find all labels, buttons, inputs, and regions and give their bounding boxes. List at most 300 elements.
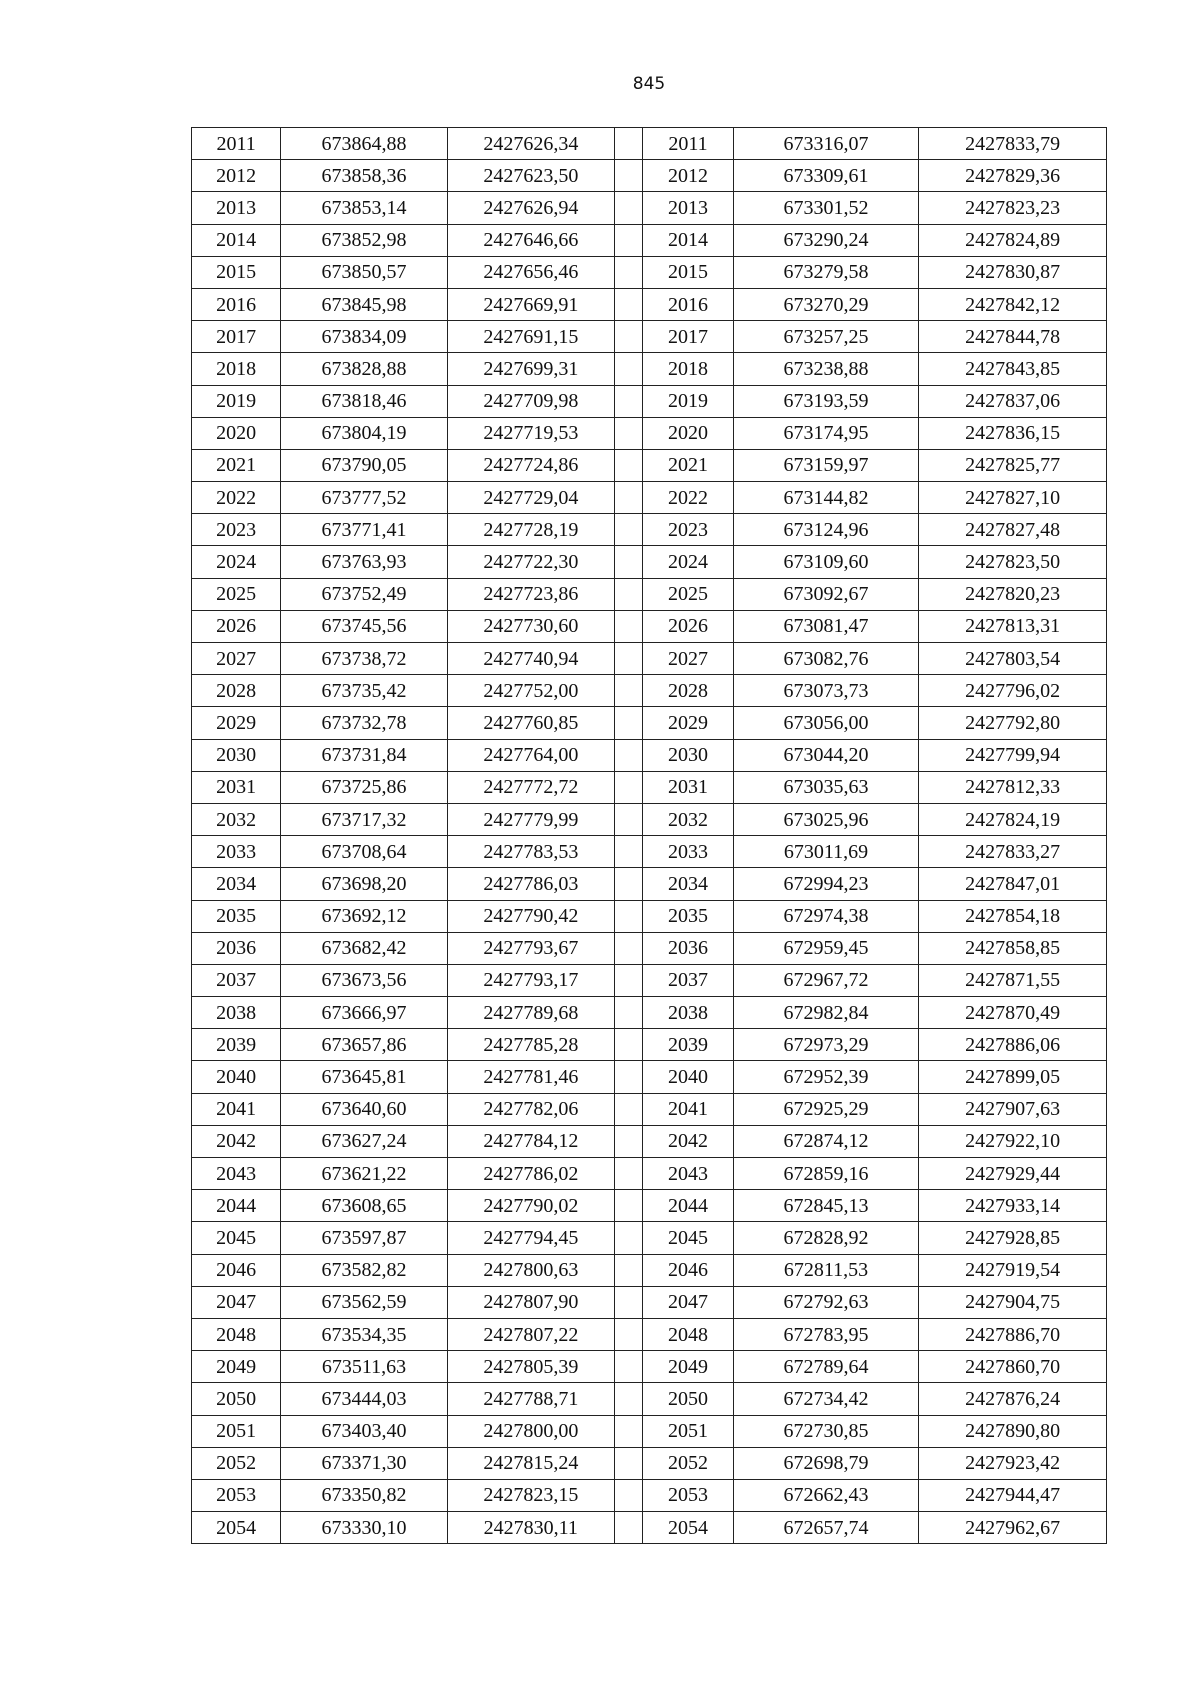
left-point-number-cell: 2013 [192,192,281,224]
spacer-cell [615,546,643,578]
right-point-number-cell: 2026 [643,610,733,642]
spacer-cell [615,417,643,449]
left-x-coordinate-cell: 673763,93 [281,546,447,578]
table-row [192,449,1107,481]
left-x-coordinate-cell: 673864,88 [281,128,447,160]
right-x-coordinate-cell: 673316,07 [733,128,919,160]
right-x-coordinate-cell: 673193,59 [733,385,919,417]
right-point-number-cell: 2035 [643,900,733,932]
left-y-coordinate-cell: 2427785,28 [447,1029,614,1061]
left-y-coordinate-cell: 2427788,71 [447,1383,614,1415]
table-row [192,417,1107,449]
spacer-cell [615,771,643,803]
right-x-coordinate-cell: 673082,76 [733,643,919,675]
table-row [192,1158,1107,1190]
spacer-cell [615,128,643,160]
spacer-cell [615,514,643,546]
left-x-coordinate-cell: 673597,87 [281,1222,447,1254]
right-y-coordinate-cell: 2427858,85 [919,932,1107,964]
right-point-number-cell: 2034 [643,868,733,900]
spacer-cell [615,1158,643,1190]
right-y-coordinate-cell: 2427870,49 [919,997,1107,1029]
spacer-cell [615,1125,643,1157]
right-point-number-cell: 2027 [643,643,733,675]
right-point-number-cell: 2020 [643,417,733,449]
left-point-number-cell: 2032 [192,803,281,835]
right-x-coordinate-cell: 672792,63 [733,1286,919,1318]
right-point-number-cell: 2022 [643,482,733,514]
left-point-number-cell: 2036 [192,932,281,964]
right-point-number-cell: 2043 [643,1158,733,1190]
left-x-coordinate-cell: 673850,57 [281,256,447,288]
right-point-number-cell: 2045 [643,1222,733,1254]
right-y-coordinate-cell: 2427944,47 [919,1479,1107,1511]
left-y-coordinate-cell: 2427764,00 [447,739,614,771]
left-y-coordinate-cell: 2427807,90 [447,1286,614,1318]
right-x-coordinate-cell: 673238,88 [733,353,919,385]
right-y-coordinate-cell: 2427812,33 [919,771,1107,803]
right-x-coordinate-cell: 673056,00 [733,707,919,739]
right-y-coordinate-cell: 2427829,36 [919,160,1107,192]
right-y-coordinate-cell: 2427833,79 [919,128,1107,160]
left-point-number-cell: 2031 [192,771,281,803]
table-row [192,128,1107,160]
left-y-coordinate-cell: 2427823,15 [447,1479,614,1511]
right-point-number-cell: 2014 [643,224,733,256]
right-y-coordinate-cell: 2427886,06 [919,1029,1107,1061]
spacer-cell [615,900,643,932]
table-row [192,1286,1107,1318]
left-x-coordinate-cell: 673804,19 [281,417,447,449]
table-row [192,514,1107,546]
right-point-number-cell: 2051 [643,1415,733,1447]
left-y-coordinate-cell: 2427782,06 [447,1093,614,1125]
right-x-coordinate-cell: 672974,38 [733,900,919,932]
right-x-coordinate-cell: 672657,74 [733,1512,919,1544]
right-point-number-cell: 2016 [643,288,733,320]
right-x-coordinate-cell: 672734,42 [733,1383,919,1415]
left-y-coordinate-cell: 2427793,67 [447,932,614,964]
table-row [192,353,1107,385]
spacer-cell [615,1351,643,1383]
left-x-coordinate-cell: 673698,20 [281,868,447,900]
left-y-coordinate-cell: 2427626,34 [447,128,614,160]
left-point-number-cell: 2045 [192,1222,281,1254]
left-x-coordinate-cell: 673403,40 [281,1415,447,1447]
spacer-cell [615,707,643,739]
left-x-coordinate-cell: 673717,32 [281,803,447,835]
left-point-number-cell: 2035 [192,900,281,932]
right-point-number-cell: 2052 [643,1447,733,1479]
right-point-number-cell: 2025 [643,578,733,610]
left-point-number-cell: 2020 [192,417,281,449]
left-x-coordinate-cell: 673752,49 [281,578,447,610]
right-point-number-cell: 2028 [643,675,733,707]
left-y-coordinate-cell: 2427719,53 [447,417,614,449]
spacer-cell [615,578,643,610]
table-row [192,1254,1107,1286]
coordinates-table [191,127,1107,1544]
right-y-coordinate-cell: 2427919,54 [919,1254,1107,1286]
right-x-coordinate-cell: 672789,64 [733,1351,919,1383]
left-point-number-cell: 2037 [192,964,281,996]
left-y-coordinate-cell: 2427691,15 [447,321,614,353]
table-row [192,1318,1107,1350]
right-y-coordinate-cell: 2427886,70 [919,1318,1107,1350]
right-y-coordinate-cell: 2427824,89 [919,224,1107,256]
left-x-coordinate-cell: 673738,72 [281,643,447,675]
right-x-coordinate-cell: 673159,97 [733,449,919,481]
right-x-coordinate-cell: 673174,95 [733,417,919,449]
spacer-cell [615,803,643,835]
right-y-coordinate-cell: 2427928,85 [919,1222,1107,1254]
right-y-coordinate-cell: 2427847,01 [919,868,1107,900]
left-point-number-cell: 2021 [192,449,281,481]
left-x-coordinate-cell: 673657,86 [281,1029,447,1061]
left-y-coordinate-cell: 2427724,86 [447,449,614,481]
right-y-coordinate-cell: 2427854,18 [919,900,1107,932]
left-y-coordinate-cell: 2427790,42 [447,900,614,932]
spacer-cell [615,1479,643,1511]
left-point-number-cell: 2019 [192,385,281,417]
right-y-coordinate-cell: 2427825,77 [919,449,1107,481]
spacer-cell [615,675,643,707]
spacer-cell [615,385,643,417]
right-point-number-cell: 2032 [643,803,733,835]
right-x-coordinate-cell: 673109,60 [733,546,919,578]
right-point-number-cell: 2036 [643,932,733,964]
left-point-number-cell: 2014 [192,224,281,256]
left-y-coordinate-cell: 2427783,53 [447,836,614,868]
right-x-coordinate-cell: 672874,12 [733,1125,919,1157]
left-y-coordinate-cell: 2427790,02 [447,1190,614,1222]
right-point-number-cell: 2054 [643,1512,733,1544]
right-y-coordinate-cell: 2427933,14 [919,1190,1107,1222]
spacer-cell [615,1286,643,1318]
left-point-number-cell: 2048 [192,1318,281,1350]
right-point-number-cell: 2044 [643,1190,733,1222]
spacer-cell [615,836,643,868]
left-point-number-cell: 2012 [192,160,281,192]
spacer-cell [615,192,643,224]
left-x-coordinate-cell: 673444,03 [281,1383,447,1415]
left-x-coordinate-cell: 673732,78 [281,707,447,739]
right-point-number-cell: 2024 [643,546,733,578]
spacer-cell [615,932,643,964]
spacer-cell [615,449,643,481]
right-point-number-cell: 2021 [643,449,733,481]
table-row [192,932,1107,964]
right-x-coordinate-cell: 672859,16 [733,1158,919,1190]
right-y-coordinate-cell: 2427796,02 [919,675,1107,707]
left-point-number-cell: 2053 [192,1479,281,1511]
right-x-coordinate-cell: 672967,72 [733,964,919,996]
right-y-coordinate-cell: 2427813,31 [919,610,1107,642]
left-point-number-cell: 2054 [192,1512,281,1544]
left-x-coordinate-cell: 673682,42 [281,932,447,964]
left-x-coordinate-cell: 673692,12 [281,900,447,932]
left-point-number-cell: 2023 [192,514,281,546]
spacer-cell [615,997,643,1029]
left-y-coordinate-cell: 2427729,04 [447,482,614,514]
left-x-coordinate-cell: 673511,63 [281,1351,447,1383]
right-x-coordinate-cell: 672828,92 [733,1222,919,1254]
spacer-cell [615,1512,643,1544]
left-point-number-cell: 2038 [192,997,281,1029]
left-y-coordinate-cell: 2427626,94 [447,192,614,224]
table-row [192,1447,1107,1479]
left-y-coordinate-cell: 2427752,00 [447,675,614,707]
spacer-cell [615,288,643,320]
left-point-number-cell: 2017 [192,321,281,353]
right-x-coordinate-cell: 672662,43 [733,1479,919,1511]
right-point-number-cell: 2039 [643,1029,733,1061]
left-point-number-cell: 2052 [192,1447,281,1479]
left-point-number-cell: 2015 [192,256,281,288]
right-x-coordinate-cell: 673092,67 [733,578,919,610]
left-x-coordinate-cell: 673640,60 [281,1093,447,1125]
right-x-coordinate-cell: 673044,20 [733,739,919,771]
right-x-coordinate-cell: 673035,63 [733,771,919,803]
left-point-number-cell: 2047 [192,1286,281,1318]
right-x-coordinate-cell: 673081,47 [733,610,919,642]
left-y-coordinate-cell: 2427723,86 [447,578,614,610]
right-x-coordinate-cell: 673025,96 [733,803,919,835]
right-x-coordinate-cell: 672973,29 [733,1029,919,1061]
left-point-number-cell: 2026 [192,610,281,642]
spacer-cell [615,1318,643,1350]
left-point-number-cell: 2024 [192,546,281,578]
spacer-cell [615,482,643,514]
spacer-cell [615,1093,643,1125]
table-row [192,1125,1107,1157]
left-x-coordinate-cell: 673845,98 [281,288,447,320]
right-x-coordinate-cell: 673144,82 [733,482,919,514]
left-y-coordinate-cell: 2427793,17 [447,964,614,996]
spacer-cell [615,1447,643,1479]
left-x-coordinate-cell: 673745,56 [281,610,447,642]
left-point-number-cell: 2041 [192,1093,281,1125]
left-point-number-cell: 2050 [192,1383,281,1415]
right-point-number-cell: 2047 [643,1286,733,1318]
left-y-coordinate-cell: 2427786,02 [447,1158,614,1190]
left-x-coordinate-cell: 673673,56 [281,964,447,996]
left-point-number-cell: 2034 [192,868,281,900]
right-y-coordinate-cell: 2427876,24 [919,1383,1107,1415]
table-row [192,643,1107,675]
right-x-coordinate-cell: 672811,53 [733,1254,919,1286]
right-point-number-cell: 2015 [643,256,733,288]
right-x-coordinate-cell: 673279,58 [733,256,919,288]
right-point-number-cell: 2023 [643,514,733,546]
right-x-coordinate-cell: 672845,13 [733,1190,919,1222]
left-y-coordinate-cell: 2427669,91 [447,288,614,320]
right-x-coordinate-cell: 673011,69 [733,836,919,868]
right-x-coordinate-cell: 672783,95 [733,1318,919,1350]
table-row [192,1351,1107,1383]
right-point-number-cell: 2040 [643,1061,733,1093]
right-point-number-cell: 2019 [643,385,733,417]
right-y-coordinate-cell: 2427799,94 [919,739,1107,771]
right-y-coordinate-cell: 2427830,87 [919,256,1107,288]
left-y-coordinate-cell: 2427789,68 [447,997,614,1029]
left-x-coordinate-cell: 673834,09 [281,321,447,353]
table-row [192,997,1107,1029]
left-x-coordinate-cell: 673853,14 [281,192,447,224]
table-row [192,578,1107,610]
right-y-coordinate-cell: 2427907,63 [919,1093,1107,1125]
left-x-coordinate-cell: 673852,98 [281,224,447,256]
left-x-coordinate-cell: 673562,59 [281,1286,447,1318]
spacer-cell [615,321,643,353]
right-point-number-cell: 2033 [643,836,733,868]
spacer-cell [615,964,643,996]
right-point-number-cell: 2048 [643,1318,733,1350]
spacer-cell [615,1415,643,1447]
right-x-coordinate-cell: 673270,29 [733,288,919,320]
right-point-number-cell: 2041 [643,1093,733,1125]
left-y-coordinate-cell: 2427807,22 [447,1318,614,1350]
right-y-coordinate-cell: 2427824,19 [919,803,1107,835]
right-point-number-cell: 2049 [643,1351,733,1383]
spacer-cell [615,1222,643,1254]
right-x-coordinate-cell: 673257,25 [733,321,919,353]
right-y-coordinate-cell: 2427844,78 [919,321,1107,353]
left-y-coordinate-cell: 2427728,19 [447,514,614,546]
left-x-coordinate-cell: 673627,24 [281,1125,447,1157]
left-y-coordinate-cell: 2427740,94 [447,643,614,675]
right-y-coordinate-cell: 2427833,27 [919,836,1107,868]
left-x-coordinate-cell: 673645,81 [281,1061,447,1093]
left-y-coordinate-cell: 2427772,72 [447,771,614,803]
right-point-number-cell: 2037 [643,964,733,996]
right-y-coordinate-cell: 2427827,48 [919,514,1107,546]
table-row [192,1190,1107,1222]
right-y-coordinate-cell: 2427890,80 [919,1415,1107,1447]
right-y-coordinate-cell: 2427929,44 [919,1158,1107,1190]
table-row [192,1415,1107,1447]
table-row [192,675,1107,707]
left-y-coordinate-cell: 2427781,46 [447,1061,614,1093]
table-row [192,836,1107,868]
left-x-coordinate-cell: 673790,05 [281,449,447,481]
left-x-coordinate-cell: 673725,86 [281,771,447,803]
table-row [192,1383,1107,1415]
right-x-coordinate-cell: 673309,61 [733,160,919,192]
left-x-coordinate-cell: 673828,88 [281,353,447,385]
left-point-number-cell: 2033 [192,836,281,868]
spacer-cell [615,160,643,192]
right-x-coordinate-cell: 672982,84 [733,997,919,1029]
right-y-coordinate-cell: 2427837,06 [919,385,1107,417]
left-point-number-cell: 2025 [192,578,281,610]
spacer-cell [615,256,643,288]
right-point-number-cell: 2017 [643,321,733,353]
left-x-coordinate-cell: 673858,36 [281,160,447,192]
left-x-coordinate-cell: 673666,97 [281,997,447,1029]
coordinates-table-body [192,128,1107,1544]
right-y-coordinate-cell: 2427871,55 [919,964,1107,996]
left-y-coordinate-cell: 2427830,11 [447,1512,614,1544]
right-y-coordinate-cell: 2427922,10 [919,1125,1107,1157]
table-row [192,224,1107,256]
spacer-cell [615,643,643,675]
left-point-number-cell: 2039 [192,1029,281,1061]
table-row [192,482,1107,514]
table-row [192,1029,1107,1061]
right-point-number-cell: 2050 [643,1383,733,1415]
right-point-number-cell: 2013 [643,192,733,224]
right-x-coordinate-cell: 672994,23 [733,868,919,900]
right-x-coordinate-cell: 672959,45 [733,932,919,964]
spacer-cell [615,868,643,900]
left-point-number-cell: 2044 [192,1190,281,1222]
spacer-cell [615,610,643,642]
right-point-number-cell: 2053 [643,1479,733,1511]
right-x-coordinate-cell: 672730,85 [733,1415,919,1447]
left-x-coordinate-cell: 673330,10 [281,1512,447,1544]
table-row [192,1222,1107,1254]
right-y-coordinate-cell: 2427820,23 [919,578,1107,610]
right-y-coordinate-cell: 2427923,42 [919,1447,1107,1479]
left-y-coordinate-cell: 2427800,63 [447,1254,614,1286]
spacer-cell [615,1061,643,1093]
table-row [192,1061,1107,1093]
left-point-number-cell: 2016 [192,288,281,320]
left-y-coordinate-cell: 2427815,24 [447,1447,614,1479]
left-y-coordinate-cell: 2427779,99 [447,803,614,835]
right-x-coordinate-cell: 673301,52 [733,192,919,224]
left-point-number-cell: 2022 [192,482,281,514]
right-y-coordinate-cell: 2427792,80 [919,707,1107,739]
left-y-coordinate-cell: 2427722,30 [447,546,614,578]
left-point-number-cell: 2046 [192,1254,281,1286]
table-row [192,739,1107,771]
left-x-coordinate-cell: 673608,65 [281,1190,447,1222]
right-point-number-cell: 2042 [643,1125,733,1157]
table-row [192,256,1107,288]
left-y-coordinate-cell: 2427699,31 [447,353,614,385]
right-point-number-cell: 2018 [643,353,733,385]
left-x-coordinate-cell: 673731,84 [281,739,447,771]
table-row [192,160,1107,192]
left-y-coordinate-cell: 2427656,46 [447,256,614,288]
left-y-coordinate-cell: 2427646,66 [447,224,614,256]
left-x-coordinate-cell: 673371,30 [281,1447,447,1479]
left-y-coordinate-cell: 2427623,50 [447,160,614,192]
left-point-number-cell: 2027 [192,643,281,675]
right-point-number-cell: 2012 [643,160,733,192]
left-point-number-cell: 2051 [192,1415,281,1447]
left-y-coordinate-cell: 2427794,45 [447,1222,614,1254]
left-y-coordinate-cell: 2427800,00 [447,1415,614,1447]
right-point-number-cell: 2030 [643,739,733,771]
right-point-number-cell: 2046 [643,1254,733,1286]
right-y-coordinate-cell: 2427962,67 [919,1512,1107,1544]
right-x-coordinate-cell: 672925,29 [733,1093,919,1125]
right-x-coordinate-cell: 673124,96 [733,514,919,546]
right-y-coordinate-cell: 2427836,15 [919,417,1107,449]
table-row [192,321,1107,353]
right-y-coordinate-cell: 2427803,54 [919,643,1107,675]
right-y-coordinate-cell: 2427860,70 [919,1351,1107,1383]
table-row [192,546,1107,578]
right-y-coordinate-cell: 2427843,85 [919,353,1107,385]
right-y-coordinate-cell: 2427823,23 [919,192,1107,224]
left-y-coordinate-cell: 2427730,60 [447,610,614,642]
spacer-cell [615,1029,643,1061]
spacer-cell [615,739,643,771]
